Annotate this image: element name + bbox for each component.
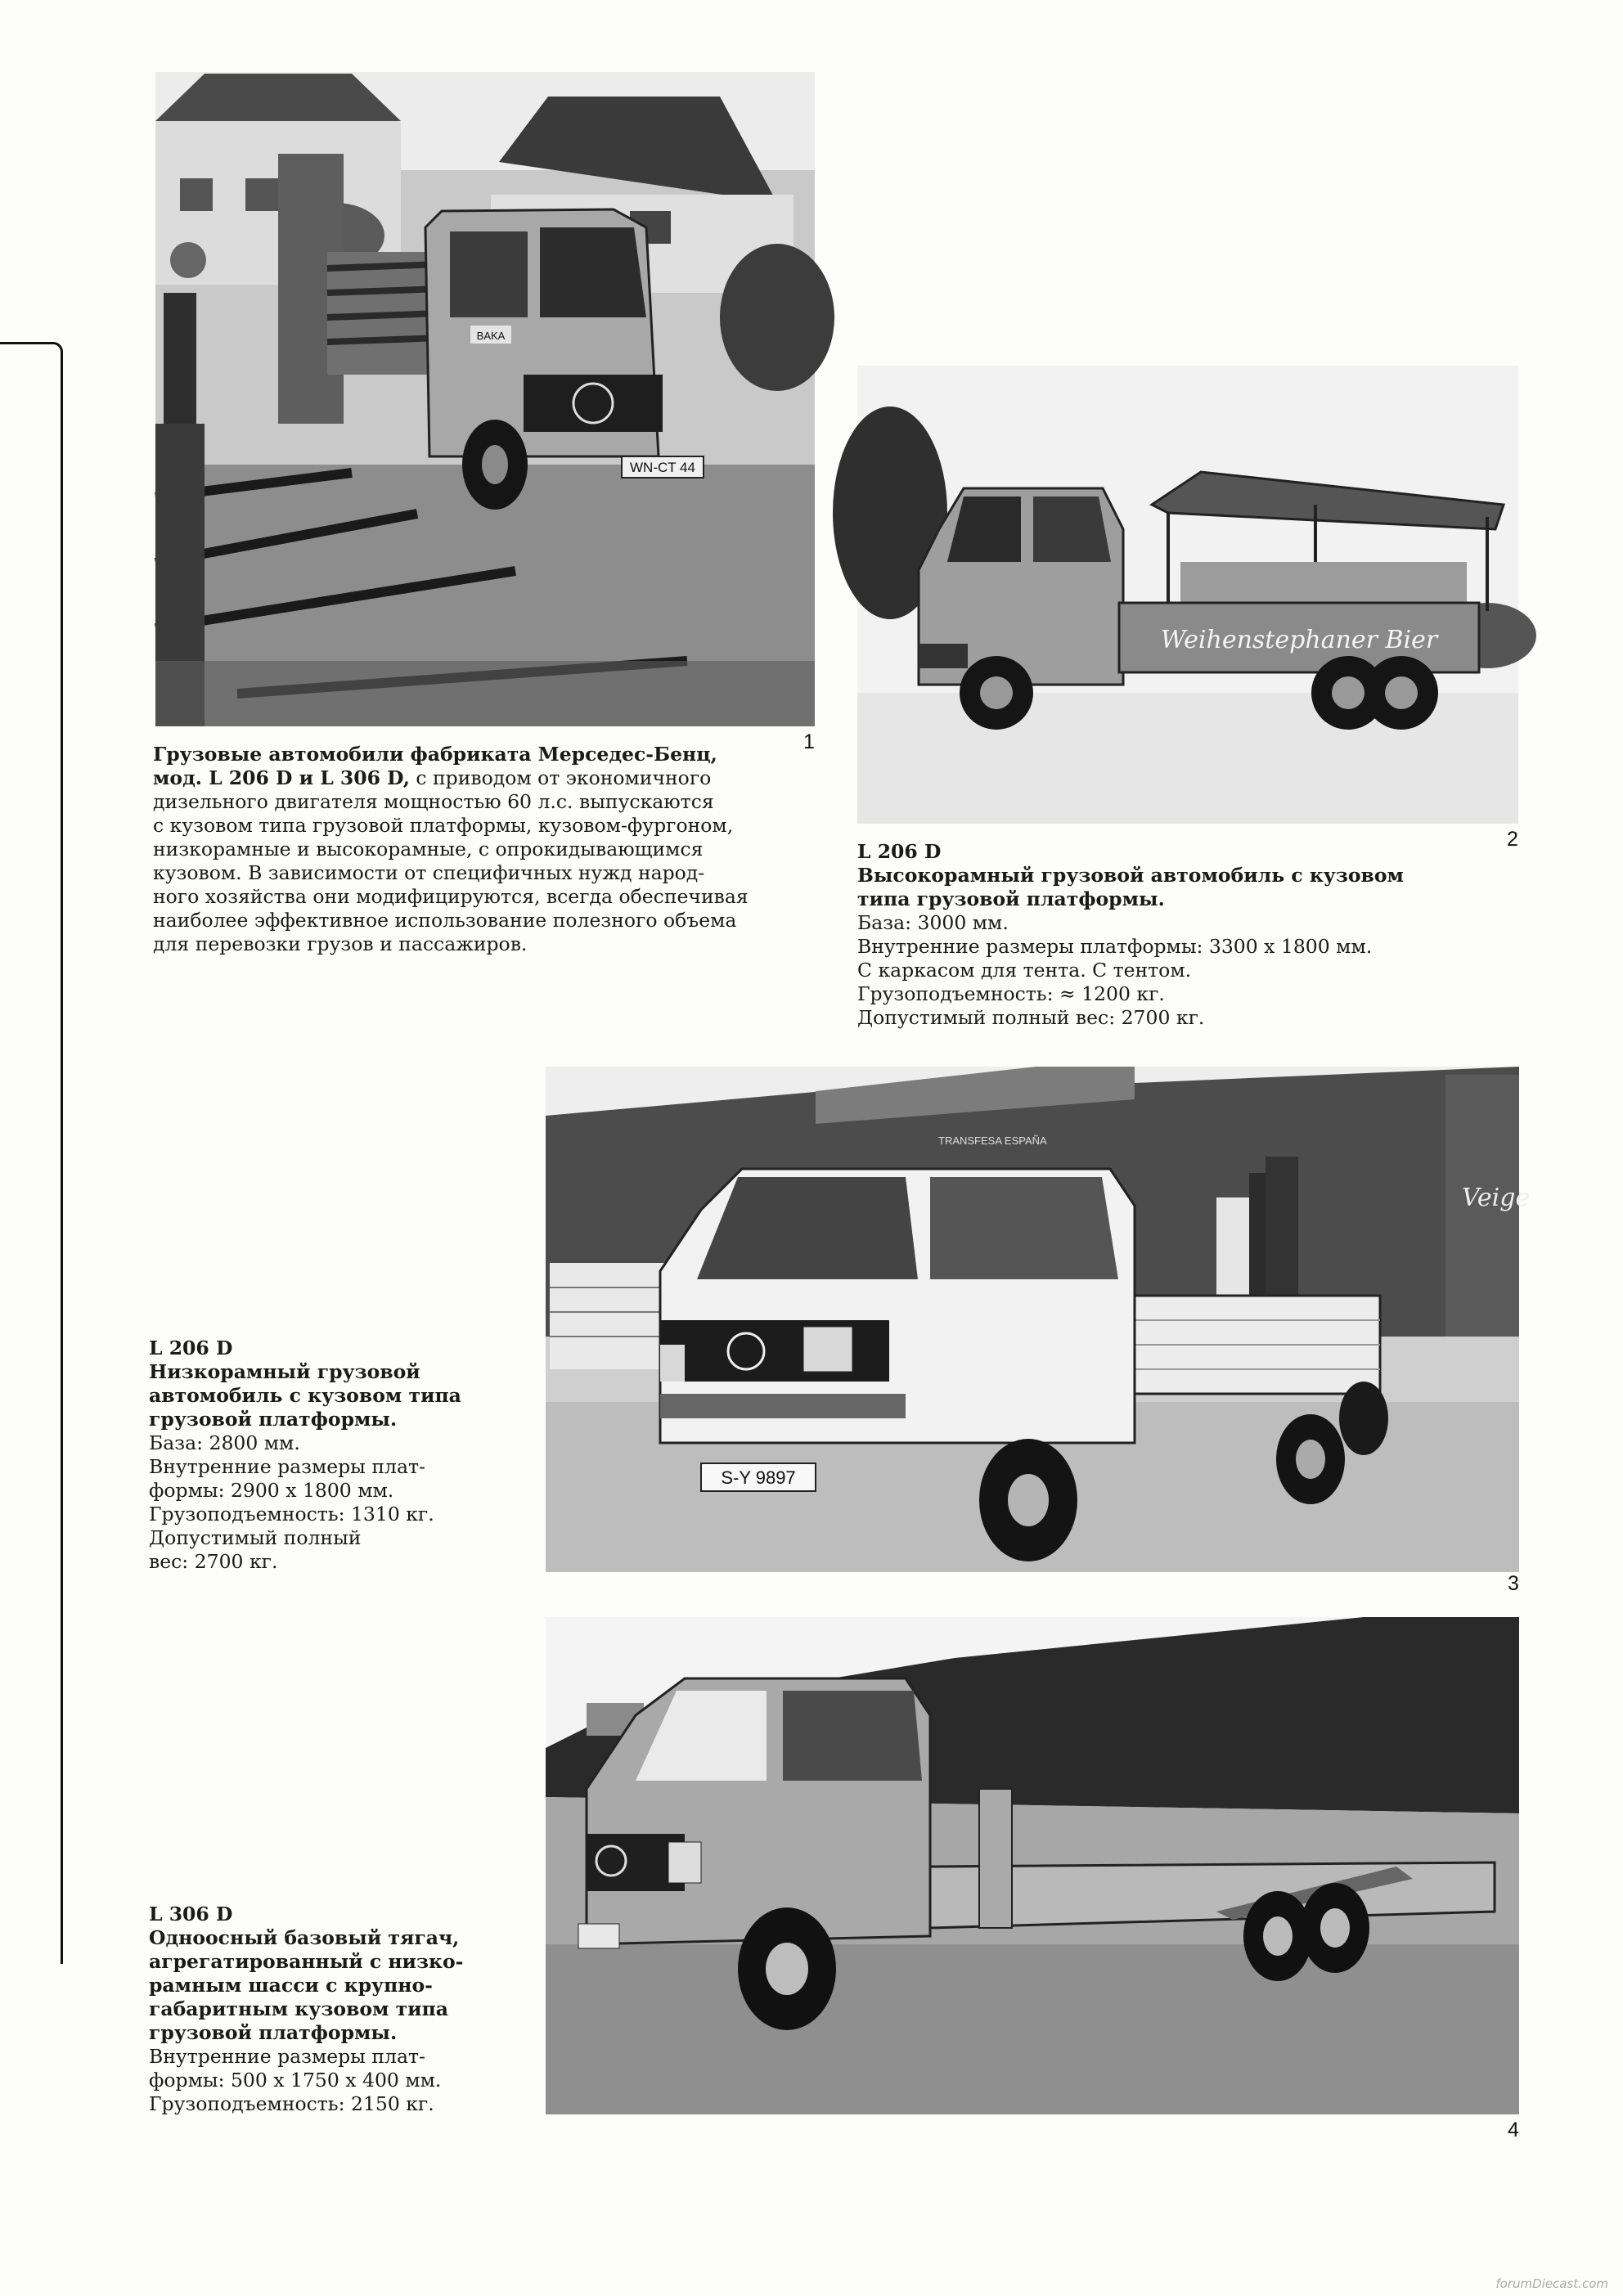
caption-4-line: Внутренние размеры плат-	[149, 2045, 425, 2068]
caption-1-text: с приводом от экономичного	[409, 766, 712, 789]
photo-number-1: 1	[803, 730, 815, 753]
photo-4	[546, 1617, 1519, 2114]
photo-2-side-lettering: Weihenstephaner Bier	[1160, 626, 1438, 654]
photo-1-door-sign: BAKA	[476, 330, 506, 342]
photo-number-2: 2	[1507, 828, 1518, 851]
caption-3-title: автомобиль с кузовом типа	[149, 1384, 461, 1407]
caption-2-line: База: 3000 мм.	[857, 911, 1009, 934]
caption-2-model: L 206 D	[857, 840, 942, 863]
caption-2-line: Допустимый полный вес: 2700 кг.	[857, 1006, 1205, 1029]
caption-1-line: ного хозяйства они модифицируются, всегда обеспечивая	[153, 885, 749, 908]
photo-1	[155, 72, 815, 726]
caption-2	[857, 840, 1577, 1030]
caption-4-title: Одноосный базовый тягач,	[149, 1926, 460, 1949]
caption-4-title: агрегатированный с низко-	[149, 1950, 464, 1973]
caption-1-line: дизельного двигателя мощностью 60 л.с. выпускаются	[153, 790, 714, 813]
page-edge-tab	[0, 342, 63, 1964]
caption-1	[153, 743, 807, 956]
caption-3-line: Грузоподъемность: 1310 кг.	[149, 1503, 434, 1525]
photo-number-4: 4	[1508, 2119, 1519, 2141]
caption-1-line: для перевозки грузов и пассажиров.	[153, 932, 528, 955]
photo-3-wagon-text: TRANSFESA ESPAÑA	[938, 1135, 1047, 1147]
caption-1-line: низкорамные и высокорамные, с опрокидывающимся	[153, 838, 704, 860]
caption-4-title: габаритным кузовом типа	[149, 1997, 449, 2020]
caption-1-title: Грузовые автомобили фабриката Мерседес-Бенц,	[153, 743, 717, 766]
caption-2-title: Высокорамный грузовой автомобиль с кузовом	[857, 864, 1404, 887]
caption-3-title: Низкорамный грузовой	[149, 1360, 420, 1383]
photo-2	[857, 366, 1518, 824]
caption-4-title: грузовой платформы.	[149, 2021, 398, 2044]
caption-3-title: грузовой платформы.	[149, 1408, 398, 1431]
caption-4-line: формы: 500 x 1750 x 400 мм.	[149, 2069, 442, 2092]
caption-4-line: Грузоподъемность: 2150 кг.	[149, 2092, 434, 2115]
caption-2-line: Внутренние размеры платформы: 3300 x 1800 мм.	[857, 935, 1373, 958]
caption-1-line: наиболее эффективное использование полезного объема	[153, 909, 737, 932]
caption-4	[149, 1903, 533, 2116]
photo-3-plate: S-Y 9897	[721, 1467, 796, 1488]
caption-4-title: рамным шасси с крупно-	[149, 1974, 433, 1997]
caption-4-model: L 306 D	[149, 1903, 233, 1925]
caption-3-line: вес: 2700 кг.	[149, 1550, 278, 1573]
caption-3-line: формы: 2900 x 1800 мм.	[149, 1479, 394, 1502]
watermark: forumDiecast.com	[1495, 2276, 1608, 2291]
caption-3-line: Внутренние размеры плат-	[149, 1455, 425, 1478]
caption-1-line: с кузовом типа грузовой платформы, кузовом-фургоном,	[153, 814, 734, 837]
photo-3	[546, 1067, 1531, 1572]
caption-3-line: База: 2800 мм.	[149, 1431, 300, 1454]
caption-1-line: кузовом. В зависимости от специфичных нужд народ-	[153, 861, 705, 884]
photo-number-3: 3	[1508, 1572, 1519, 1595]
photo-1-plate: WN-CT 44	[630, 460, 695, 475]
caption-3-model: L 206 D	[149, 1337, 233, 1359]
photo-3-trailer-text: Veige	[1462, 1184, 1531, 1212]
caption-2-line: С каркасом для тента. С тентом.	[857, 959, 1192, 982]
caption-2-line: Грузоподъемность: ≈ 1200 кг.	[857, 982, 1165, 1005]
caption-2-title: типа грузовой платформы.	[857, 887, 1165, 910]
caption-3	[149, 1337, 533, 1574]
caption-3-line: Допустимый полный	[149, 1526, 362, 1549]
caption-1-models: мод. L 206 D и L 306 D,	[153, 766, 410, 789]
